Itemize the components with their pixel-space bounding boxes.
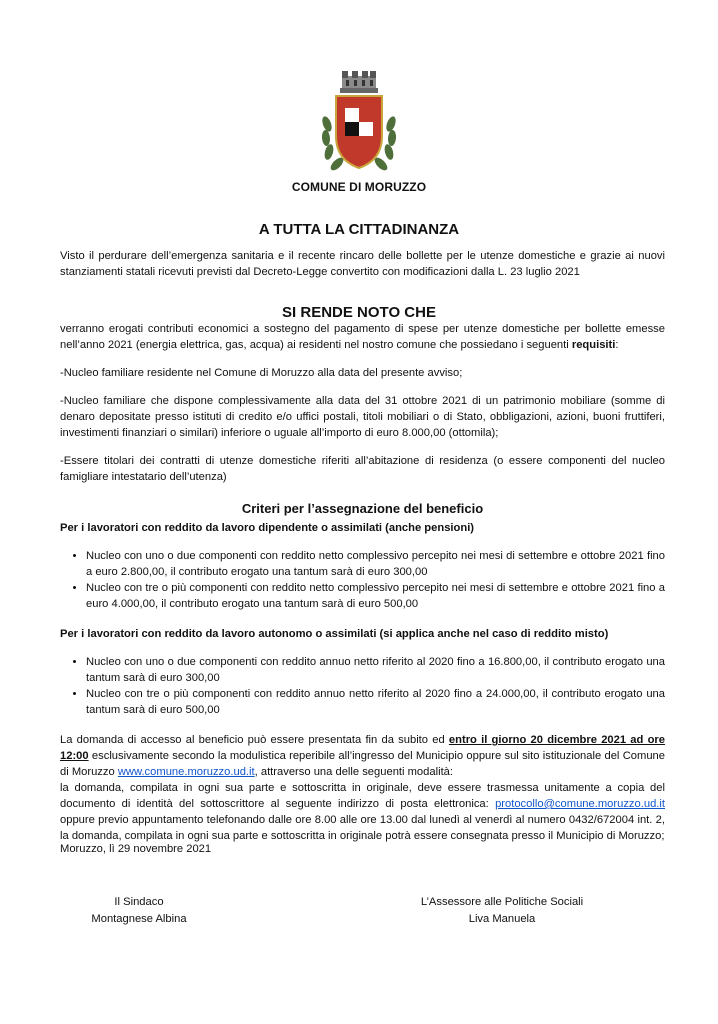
coat-of-arms-icon xyxy=(318,66,400,176)
lead-bold: requisiti xyxy=(571,339,616,351)
application-text-d: la domanda, compilata in ogni sua parte e sottoscritta in originale, deve essere trasmessa unitamente a copia del documento di identità del sottoscrittore al seguente indirizzo di posta elettronica: xyxy=(60,782,665,810)
councillor-name: Liva Manuela xyxy=(468,913,536,925)
application-paragraph-1 xyxy=(60,732,665,780)
list-item: • Nucleo con uno o due componenti con reddito annuo netto riferito al 2020 fino a 16.800,00, il contributo erogato una tantum sarà di euro 300,00 xyxy=(86,654,665,686)
deadline: entro il giorno 20 dicembre 2021 ad ore 12:00 xyxy=(60,734,665,762)
application-text-b: esclusivamente secondo la modulistica reperibile all’ingresso del Municipio oppure sul sito istituzionale del Comune di Moruzzo xyxy=(60,750,665,778)
application-text-a: La domanda di accesso al beneficio può essere presentata fin da subito ed xyxy=(60,734,449,746)
list-item: • Nucleo con uno o due componenti con reddito netto complessivo percepito nei mesi di settembre e ottobre 2021 fino a euro 2.800,00, il contributo erogato una tantum sarà di euro 300,00 xyxy=(86,548,665,580)
application-text-e: oppure previo appuntamento telefonando dalle ore 8.00 alle ore 13.00 dal lunedì al venerdì al numero 0432/672004 int. 2, la domanda, compilata in ogni sua parte e sottoscritta in originale potrà essere consegnata presso il Municipio di Moruzzo; xyxy=(60,814,665,842)
signature-mayor xyxy=(64,894,214,928)
requirement-2: -Nucleo familiare che dispone complessivamente alla data del 31 ottobre 2021 di un patrimonio mobiliare (somme di denaro depositate presso istituti di credito e/o uffici postali, titoli mobiliari o di Stato, obbligazioni, azioni, buoni fruttiferi, investimenti finanziari o similari) inferiore o uguale all’importo di euro 8.000,00 (ottomila); xyxy=(60,395,665,439)
councillor-role: L’Assessore alle Politiche Sociali xyxy=(420,896,584,908)
requirement-3: -Essere titolari dei contratti di utenze domestiche riferiti all’abitazione di residenza (o essere componenti del nucleo famigliare intestatario dell’utenza) xyxy=(60,455,665,483)
application-paragraph-2 xyxy=(60,780,665,844)
application-text-c: , attraverso una delle seguenti modalità: xyxy=(254,766,454,778)
notice-date: Moruzzo, lì 29 novembre 2021 xyxy=(60,843,212,855)
criteria-group2-title: Per i lavoratori con reddito da lavoro autonomo o assimilati (si applica anche nel caso di reddito misto) xyxy=(60,628,609,640)
notice-heading: SI RENDE NOTO CHE xyxy=(282,304,436,321)
lead-paragraph xyxy=(60,321,665,353)
lead-end: : xyxy=(615,339,619,351)
criteria-group2-list xyxy=(60,654,665,718)
mayor-name: Montagnese Albina xyxy=(91,913,187,925)
requirement-1: -Nucleo familiare residente nel Comune di Moruzzo alla data del presente avviso; xyxy=(60,367,463,379)
criteria-group1-list xyxy=(60,548,665,612)
signature-councillor xyxy=(388,894,616,928)
notice-body xyxy=(60,321,665,844)
municipality-name: COMUNE DI MORUZZO xyxy=(291,180,427,194)
criteria-group1-title: Per i lavoratori con reddito da lavoro dipendente o assimilati (anche pensioni) xyxy=(60,522,475,534)
mayor-role: Il Sindaco xyxy=(114,896,164,908)
criteria-heading: Criteri per l’assegnazione del beneficio xyxy=(241,501,484,516)
list-item: • Nucleo con tre o più componenti con reddito annuo netto riferito al 2020 fino a 24.000,00, il contributo erogato una tantum sarà di euro 500,00 xyxy=(86,686,665,718)
list-item: • Nucleo con tre o più componenti con reddito netto complessivo percepito nei mesi di settembre e ottobre 2021 fino a euro 4.000,00, il contributo erogato una tantum sarà di euro 500,00 xyxy=(86,580,665,612)
website-link[interactable]: www.comune.moruzzo.ud.it xyxy=(117,766,255,778)
notice-title: A TUTTA LA CITTADINANZA xyxy=(258,221,460,238)
lead-text: verranno erogati contributi economici a sostegno del pagamento di spese per utenze domestiche per bollette emesse nell’anno 2021 (energia elettrica, gas, acqua) ai residenti nel nostro comune che possiedano i seguenti xyxy=(60,323,665,351)
email-link[interactable]: protocollo@comune.moruzzo.ud.it xyxy=(495,798,665,810)
intro-paragraph: Visto il perdurare dell’emergenza sanitaria e il recente rincaro delle bollette per le utenze domestiche e grazie ai nuovi stanziamenti statali ricevuti previsti dal Decreto-Legge convertito con modificazioni dalla L. 23 luglio 2021 xyxy=(60,250,665,278)
